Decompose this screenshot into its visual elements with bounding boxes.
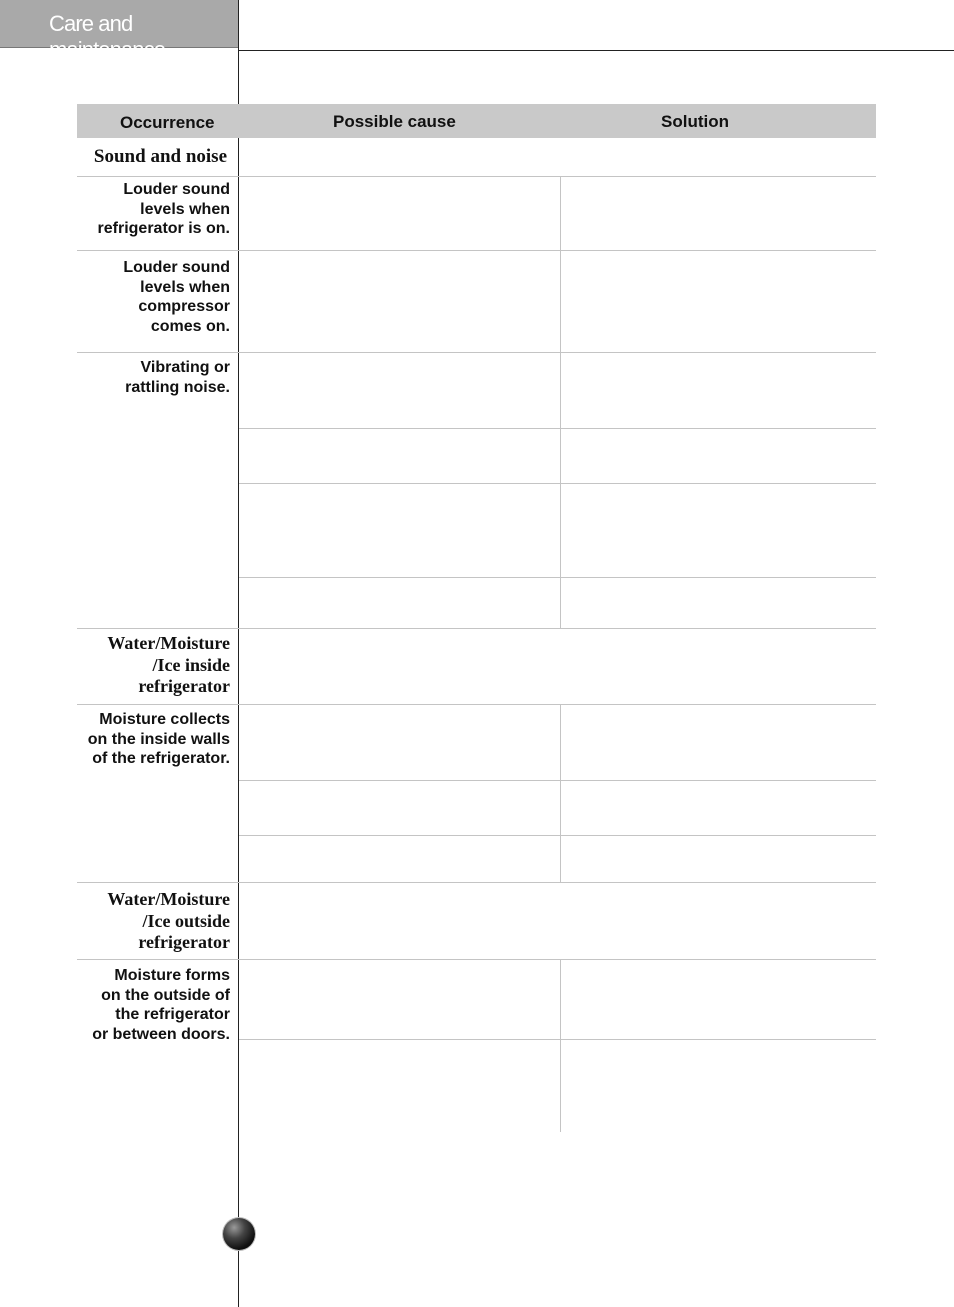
row-divider xyxy=(77,352,876,353)
section-tab-label: Care and maintenance xyxy=(49,11,166,62)
column-divider xyxy=(560,960,561,1132)
column-header-solution: Solution xyxy=(661,112,729,131)
column-divider xyxy=(560,177,561,629)
section-title-moisture-outside: Water/Moisture /Ice outside refrigerator xyxy=(107,889,230,952)
row-divider xyxy=(239,1039,876,1040)
header-rule xyxy=(238,50,954,51)
row-divider xyxy=(77,176,876,177)
row-divider xyxy=(239,835,876,836)
column-divider xyxy=(560,705,561,883)
row-divider xyxy=(77,628,876,629)
column-header-occurrence: Occurrence xyxy=(120,113,215,132)
occurrence-louder-sound-compressor: Louder sound levels when compressor comes on. xyxy=(123,259,230,335)
page-marker-icon xyxy=(223,1218,255,1250)
occurrence-vibrating-rattling: Vibrating or rattling noise. xyxy=(125,359,230,396)
row-divider xyxy=(239,577,876,578)
row-divider xyxy=(77,882,876,883)
table-header xyxy=(77,104,876,138)
section-tab xyxy=(0,0,238,62)
section-title-moisture-inside: Water/Moisture /Ice inside refrigerator xyxy=(107,633,230,696)
row-divider xyxy=(239,428,876,429)
row-divider xyxy=(239,483,876,484)
row-divider xyxy=(239,780,876,781)
section-title-sound-and-noise: Sound and noise xyxy=(93,146,227,167)
occurrence-moisture-outside-doors: Moisture forms on the outside of the refrigerator or between doors. xyxy=(92,967,230,1043)
occurrence-louder-sound-refrigerator-on: Louder sound levels when refrigerator is on. xyxy=(97,181,230,237)
row-divider xyxy=(77,959,876,960)
column-header-possible-cause: Possible cause xyxy=(333,112,456,131)
row-divider xyxy=(77,250,876,251)
row-divider xyxy=(77,704,876,705)
margin-rule xyxy=(238,0,239,1307)
occurrence-moisture-inside-walls: Moisture collects on the inside walls of the refrigerator. xyxy=(87,711,230,767)
